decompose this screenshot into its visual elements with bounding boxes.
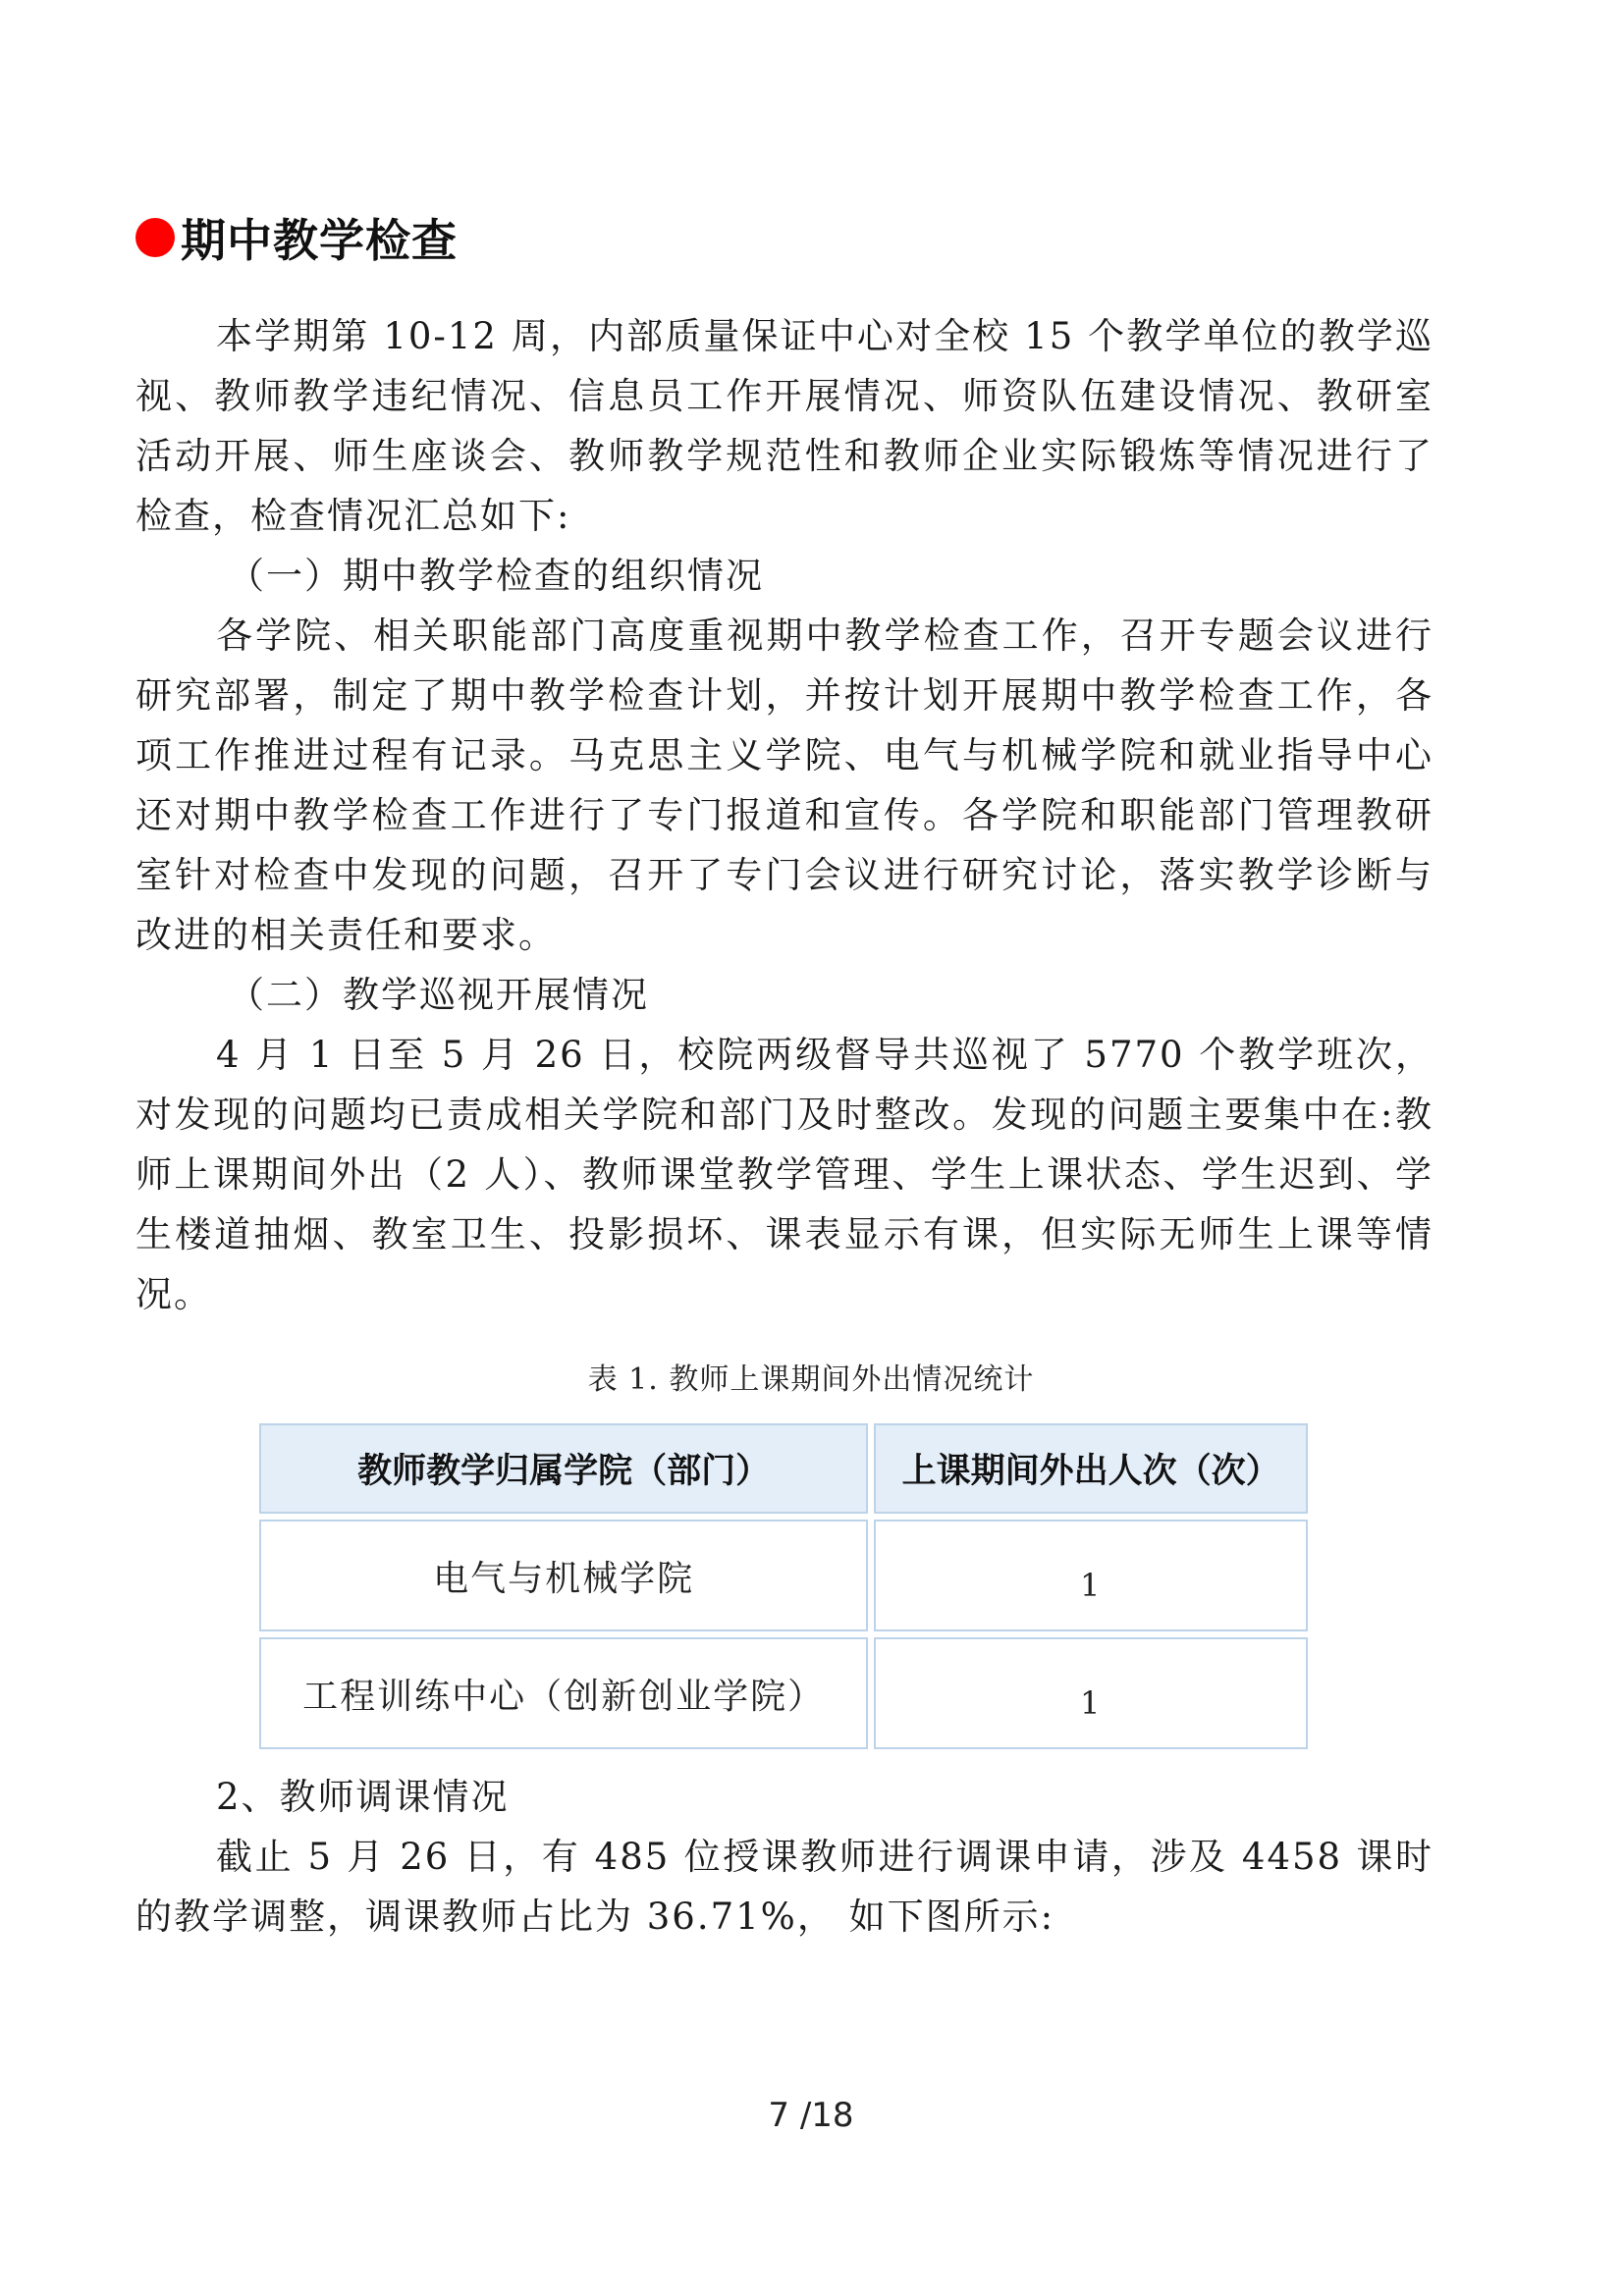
paragraph-rescheduling: 截止 5 月 26 日，有 485 位授课教师进行调课申请，涉及 4458 课时的教学调整，调课教师占比为 36.71%， 如下图所示: bbox=[135, 1836, 1433, 1938]
page-number: 7 /18 bbox=[768, 2096, 854, 2135]
paragraph-inspection: 4 月 1 日至 5 月 26 日，校院两级督导共巡视了 5770 个教学班次，对发现的问题均已责成相关学院和部门及时整改。发现的问题主要集中在:教师上课期间外出（2 人）、教师课堂教学管理、学生上课状态、学生迟到、学生楼道抽烟、教室卫生、投影损坏、课表显示有课，但实际无师生上课等情况。 bbox=[135, 1034, 1433, 1315]
table-caption: 表 1. 教师上课期间外出情况统计 bbox=[587, 1362, 1035, 1397]
subheading-inspection: （二）教学巡视开展情况 bbox=[228, 974, 649, 1016]
body-block bbox=[135, 306, 1433, 1324]
paragraph-intro: 本学期第 10-12 周，内部质量保证中心对全校 15 个教学单位的教学巡视、教师教学违纪情况、信息员工作开展情况、师资队伍建设情况、教研室活动开展、师生座谈会、教师教学规范性和教师企业实际锻炼等情况进行了检查，检查情况汇总如下: bbox=[135, 315, 1433, 537]
section-title: 期中教学检查 bbox=[181, 214, 458, 267]
table-header-department: 教师教学归属学院（部门） bbox=[259, 1423, 868, 1514]
subheading-organization: （一）期中教学检查的组织情况 bbox=[228, 555, 764, 597]
table-header-row bbox=[259, 1423, 1308, 1514]
table-header-count: 上课期间外出人次（次） bbox=[874, 1423, 1308, 1514]
subheading-rescheduling: 2、教师调课情况 bbox=[216, 1776, 510, 1818]
absence-table bbox=[253, 1417, 1314, 1755]
table-cell-department: 电气与机械学院 bbox=[259, 1520, 868, 1631]
table-cell-count: 1 bbox=[874, 1637, 1308, 1749]
red-bullet-icon bbox=[135, 218, 175, 257]
table-row bbox=[259, 1520, 1308, 1631]
table-row bbox=[259, 1637, 1308, 1749]
table-cell-count: 1 bbox=[874, 1520, 1308, 1631]
section-heading bbox=[135, 206, 458, 269]
body-block-lower bbox=[135, 1767, 1433, 1947]
paragraph-organization: 各学院、相关职能部门高度重视期中教学检查工作，召开专题会议进行研究部署，制定了期中教学检查计划，并按计划开展期中教学检查工作，各项工作推进过程有记录。马克思主义学院、电气与机械学院和就业指导中心还对期中教学检查工作进行了专门报道和宣传。各学院和职能部门管理教研室针对检查中发现的问题，召开了专门会议进行研究讨论，落实教学诊断与改进的相关责任和要求。 bbox=[135, 614, 1433, 956]
table-cell-department: 工程训练中心（创新创业学院） bbox=[259, 1637, 868, 1749]
